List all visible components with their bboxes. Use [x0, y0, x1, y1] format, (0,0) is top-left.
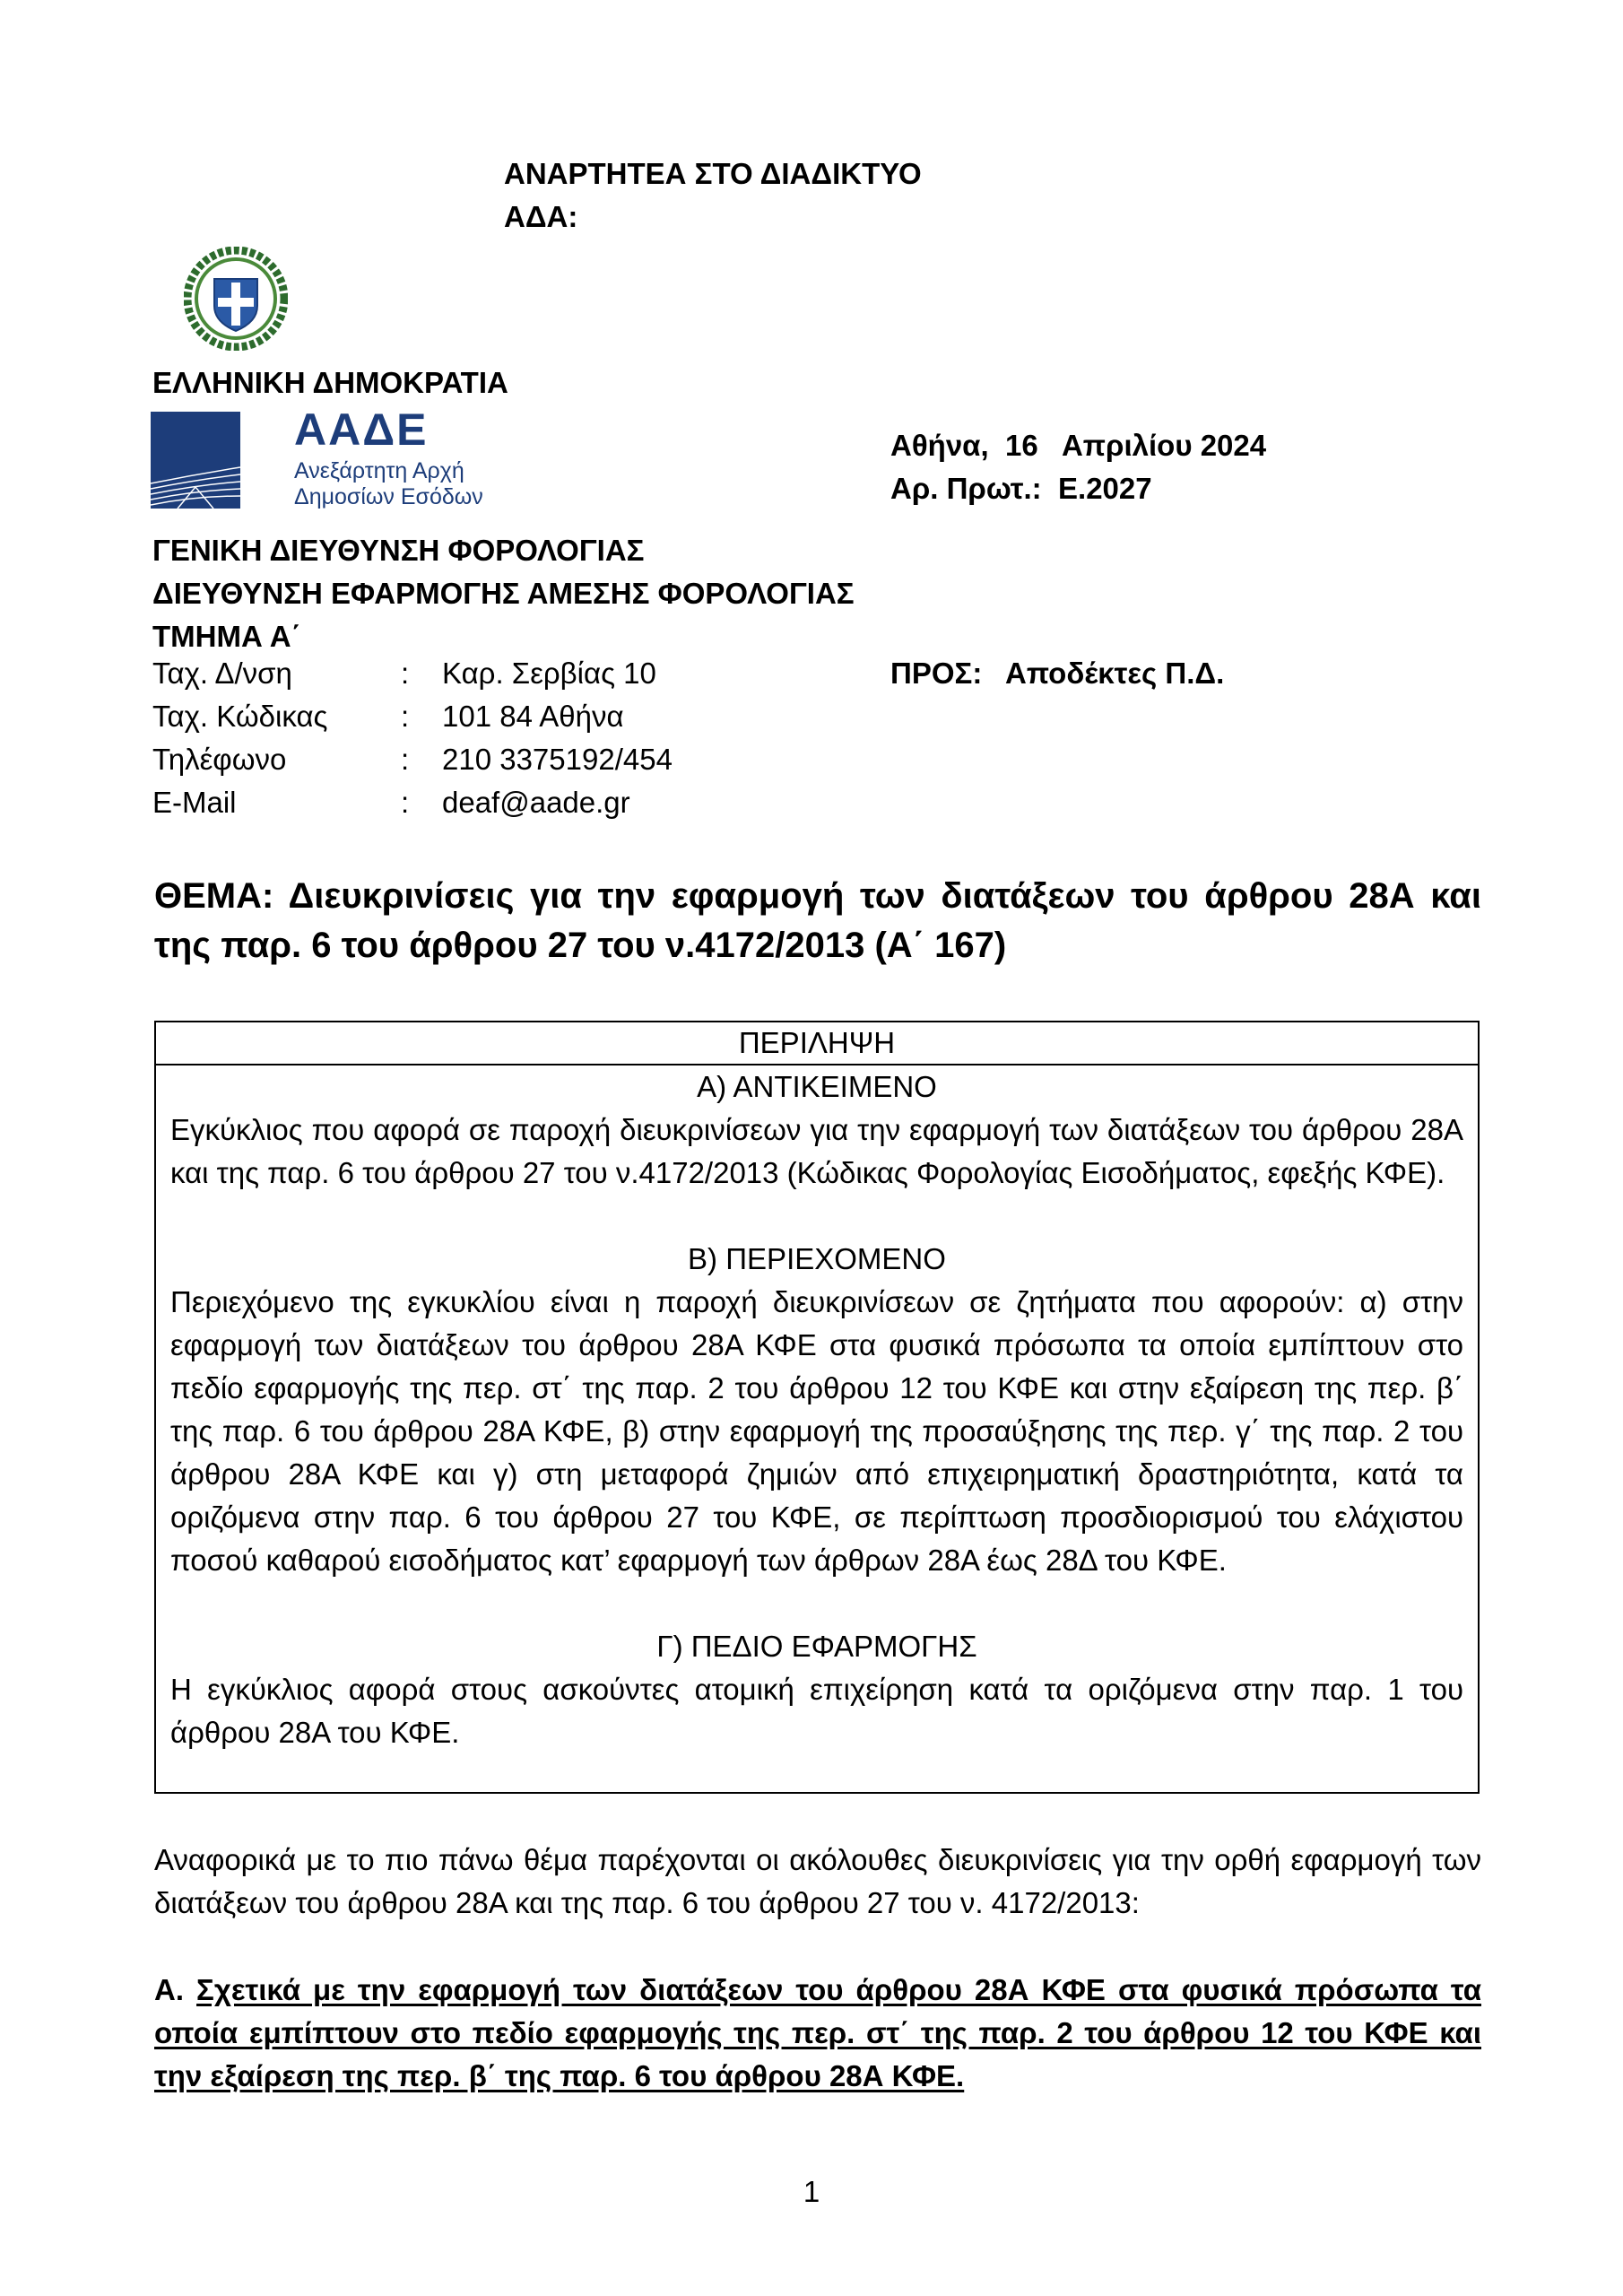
department-line: ΓΕΝΙΚΗ ΔΙΕΥΘΥΝΣΗ ΦΟΡΟΛΟΓΙΑΣ — [152, 534, 645, 567]
contact-value: 101 84 Αθήνα — [442, 700, 624, 733]
summary-section-text: Εγκύκλιος που αφορά σε παροχή διευκρινίσεων για την εφαρμογή των διατάξεων του άρθρου 28Α και της παρ. 6 του άρθρου 27 του ν.4172/2013 (Κώδικας Φορολογίας Εισοδήματος, εφεξής ΚΦΕ). — [170, 1113, 1463, 1189]
greek-emblem-icon — [184, 247, 288, 351]
contact-label: Ταχ. Δ/νση — [152, 657, 292, 690]
posting-notice — [504, 152, 922, 239]
aade-logo-mark-icon — [151, 412, 240, 509]
summary-section-heading: Α) ΑΝΤΙΚΕΙΜΕΝΟ — [697, 1070, 937, 1103]
section-a-heading — [154, 1969, 1481, 2098]
protocol-number: Αρ. Πρωτ.: Ε.2027 — [890, 472, 1152, 505]
summary-section-heading: Β) ΠΕΡΙΕΧΟΜΕΝΟ — [688, 1242, 946, 1275]
contact-details — [152, 652, 673, 824]
page-number: 1 — [803, 2175, 820, 2208]
recipient-block — [890, 652, 1224, 695]
aade-name-line2: Δημοσίων Εσόδων — [294, 484, 483, 509]
contact-row — [152, 738, 673, 781]
republic-title: ΕΛΛΗΝΙΚΗ ΔΗΜΟΚΡΑΤΙΑ — [152, 366, 508, 399]
intro-paragraph: Αναφορικά με το πιο πάνω θέμα παρέχονται οι ακόλουθες διευκρινίσεις για την ορθή εφαρμογή των διατάξεων του άρθρου 28Α και της παρ. 6 του άρθρου 27 του ν. 4172/2013: — [154, 1843, 1481, 1919]
subject-heading: ΘΕΜΑ: Διευκρινίσεις για την εφαρμογή των διατάξεων του άρθρου 28Α και της παρ. 6 του άρθρου 27 του ν.4172/2013 (Α΄ 167) — [154, 876, 1481, 965]
document-date: Αθήνα, 16 Απριλίου 2024 — [890, 429, 1267, 462]
contact-label: Ταχ. Κώδικας — [152, 700, 328, 733]
contact-row — [152, 652, 673, 695]
contact-email[interactable]: deaf@aade.gr — [442, 786, 630, 819]
summary-section-text: Περιεχόμενο της εγκυκλίου είναι η παροχή διευκρινίσεων σε ζητήματα που αφορούν: α) στην εφαρμογή των διατάξεων του άρθρου 28Α ΚΦΕ στα φυσικά πρόσωπα τα οποία εμπίπτουν στο πεδίο εφαρμογής της περ. στ΄ της παρ. 2 του άρθρου 12 του ΚΦΕ και στην εξαίρεση της περ. β΄ της παρ. 6 του άρθρου 28Α ΚΦΕ, β) στην εφαρμογή της προσαύξησης της περ. γ΄ της παρ. 2 του άρθρου 28Α ΚΦΕ και γ) στη μεταφορά ζημιών από επιχειρηματική δραστηριότητα, κατά τα οριζόμενα στην παρ. 6 του άρθρου 27 του ΚΦΕ, σε περίπτωση προσδιορισμού του ελάχιστου ποσού καθαρού εισοδήματος κατ’ εφαρμογή των άρθρων 28Α έως 28Δ του ΚΦΕ. — [170, 1285, 1463, 1577]
summary-section-text: Η εγκύκλιος αφορά στους ασκούντες ατομική επιχείρηση κατά τα οριζόμενα στην παρ. 1 του άρθρου 28Α του ΚΦΕ. — [170, 1673, 1463, 1749]
department-line: ΔΙΕΥΘΥΝΣΗ ΕΦΑΡΜΟΓΗΣ ΑΜΕΣΗΣ ΦΟΡΟΛΟΓΙΑΣ — [152, 577, 855, 610]
contact-separator: : — [401, 743, 410, 776]
summary-section-heading: Γ) ΠΕΔΙΟ ΕΦΑΡΜΟΓΗΣ — [656, 1630, 977, 1663]
contact-separator: : — [401, 700, 410, 733]
ada-label: ΑΔΑ: — [504, 200, 578, 233]
contact-separator: : — [401, 786, 410, 819]
section-a-title: Σχετικά με την εφαρμογή των διατάξεων του άρθρου 28Α ΚΦΕ στα φυσικά πρόσωπα τα οποία εμπίπτουν στο πεδίο εφαρμογής της περ. στ΄ της παρ. 2 του άρθρου 12 του ΚΦΕ και την εξαίρεση της περ. β΄ της παρ. 6 του άρθρου 28Α ΚΦΕ. — [154, 1973, 1481, 2092]
contact-label: E-Mail — [152, 786, 237, 819]
contact-row — [152, 695, 673, 738]
summary-box — [154, 1021, 1480, 1794]
section-a-prefix: Α. — [154, 1973, 184, 2006]
contact-separator: : — [401, 657, 410, 690]
contact-value: 210 3375192/454 — [442, 743, 673, 776]
department-block — [152, 529, 855, 658]
aade-acronym: ΑΑΔΕ — [294, 404, 429, 455]
post-online-label: ΑΝΑΡΤΗΤΕΑ ΣΤΟ ΔΙΑΔΙΚΤΥΟ — [504, 157, 922, 190]
contact-label: Τηλέφωνο — [152, 743, 287, 776]
contact-value: Καρ. Σερβίας 10 — [442, 657, 656, 690]
aade-logo — [151, 404, 505, 511]
contact-row — [152, 781, 673, 824]
aade-name-line1: Ανεξάρτητη Αρχή — [294, 458, 464, 483]
date-block — [890, 424, 1266, 510]
department-line: ΤΜΗΜΑ Α΄ — [152, 620, 301, 653]
summary-title: ΠΕΡΙΛΗΨΗ — [156, 1022, 1478, 1065]
recipient-label: ΠΡΟΣ: — [890, 657, 983, 690]
recipient-value: Αποδέκτες Π.Δ. — [1005, 657, 1225, 690]
